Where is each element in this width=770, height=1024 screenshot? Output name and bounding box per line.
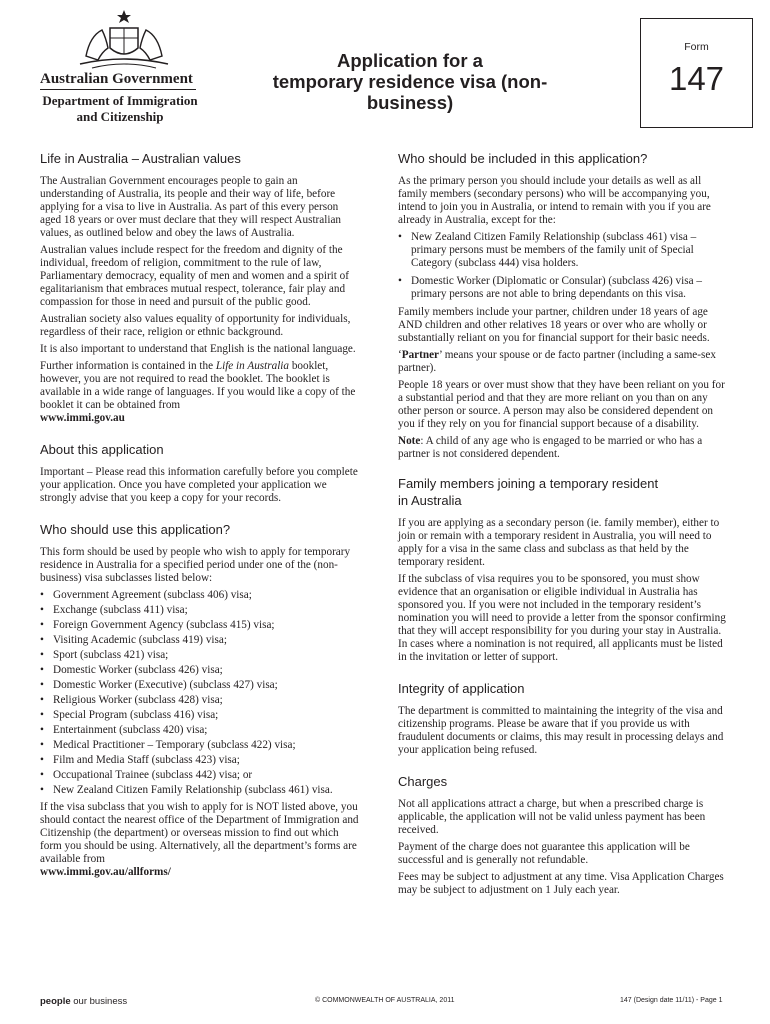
list-item: • Foreign Government Agency (subclass 415) visa; xyxy=(40,619,362,632)
partner-text: ’ means your spouse or de facto partner (including a same-sex partner). xyxy=(398,349,716,374)
list-item: • Religious Worker (subclass 428) visa; xyxy=(40,694,362,707)
list-item: • Film and Media Staff (subclass 423) visa; xyxy=(40,754,362,767)
list-item: • Entertainment (subclass 420) visa; xyxy=(40,724,362,737)
list-item: • Medical Practitioner – Temporary (subclass 422) visa; xyxy=(40,739,362,752)
footer-slogan xyxy=(40,996,127,1007)
integrity-heading: Integrity of application xyxy=(398,681,525,696)
partner-term: Partner xyxy=(401,349,440,361)
department-name xyxy=(40,93,200,125)
family-paragraph-2: If the subclass of visa requires you to be sponsored, you must show evidence that an organisation or eligible individual in Australia has sponsored you. If you were not included in the temporary resident’s nomination you will need to provide a letter from the sponsor confirming that they will accept responsibility for you during your stay in Australia. In cases where a nomination is not required, all applicants must be listed in the invitation or letter of support. xyxy=(398,573,726,663)
who-use-p2-text: If the visa subclass that you wish to apply for is NOT listed above, you should contact the nearest office of the Department of Immigration and Citizenship (the department) or overseas mission to find out which form you should be using. Alternatively, all the department’s forms are available from xyxy=(40,801,359,865)
right-column xyxy=(398,150,728,901)
values-p5-start: Further information is contained in the xyxy=(40,360,216,372)
charges-paragraph-1: Not all applications attract a charge, but when a prescribed charge is applicable, the application will not be valid unless payment has been received. xyxy=(398,798,706,836)
department-line-2: and Citizenship xyxy=(76,109,164,124)
footer-page-info: 147 (Design date 11/11) - Page 1 xyxy=(620,997,723,1004)
partner-definition xyxy=(398,349,728,375)
allforms-link[interactable]: www.immi.gov.au/allforms/ xyxy=(40,866,171,878)
footer-copyright: © COMMONWEALTH OF AUSTRALIA, 2011 xyxy=(315,997,455,1004)
included-paragraph-2: Family members include your partner, children under 18 years of age AND children and other relatives 18 years or over who are wholly or substantially reliant on you for financial support for their basic needs. xyxy=(398,306,710,344)
about-heading: About this application xyxy=(40,442,164,457)
left-column xyxy=(40,150,362,883)
note-label: Note xyxy=(398,435,421,447)
subclass-list xyxy=(40,589,362,797)
list-item: • Exchange (subclass 411) visa; xyxy=(40,604,362,617)
list-item: • Domestic Worker (subclass 426) visa; xyxy=(40,664,362,677)
booklet-title: Life in Australia xyxy=(215,360,290,372)
charges-heading: Charges xyxy=(398,774,448,789)
charges-paragraph-3: Fees may be subject to adjustment at any time. Visa Application Charges may be subject to adjustment on 1 July each year. xyxy=(398,871,724,896)
list-item: • New Zealand Citizen Family Relationship (subclass 461) visa. xyxy=(40,784,362,797)
included-heading: Who should be included in this application? xyxy=(398,151,648,166)
list-item: • New Zealand Citizen Family Relationship (subclass 461) visa – primary persons must be members of the family unit of Special Category (subclass 444) visa holders. xyxy=(398,231,728,270)
list-item: • Occupational Trainee (subclass 442) visa; or xyxy=(40,769,362,782)
note-text: : A child of any age who is engaged to be married or who has a partner is not considered dependent. xyxy=(398,435,703,460)
who-use-paragraph-1: This form should be used by people who wish to apply for temporary residence in Australia for a specified period under one of the (non-business) visa subclasses listed below: xyxy=(40,546,351,584)
exception-list xyxy=(398,231,728,301)
included-paragraph-1: As the primary person you should include your details as well as all family members (secondary persons) who will be accompanying you, intend to join you in Australia, or intend to remain with you if you are already in Australia, except for the: xyxy=(398,175,711,226)
values-paragraph-3: Australian society also values equality of opportunity for individuals, regardless of their race, religion or ethnic background. xyxy=(40,313,351,338)
title-line-1: Application for a xyxy=(337,50,483,71)
department-line-1: Department of Immigration xyxy=(42,93,198,108)
coat-of-arms-icon xyxy=(72,8,176,70)
values-paragraph-1: The Australian Government encourages people to gain an understanding of Australia, its people and their way of life, before applying for a visa to live in Australia. As part of this every person aged 18 years or over must declare that they will respect Australian values, as outlined below and obey the laws of Australia. xyxy=(40,175,342,239)
form-label: Form xyxy=(684,41,709,53)
who-use-heading: Who should use this application? xyxy=(40,522,231,537)
header-divider xyxy=(40,89,196,90)
family-heading-line-2: in Australia xyxy=(398,493,462,508)
page-title xyxy=(230,50,590,113)
slogan-bold: people xyxy=(40,996,71,1007)
values-paragraph-2: Australian values include respect for the freedom and dignity of the individual, freedom of religion, commitment to the rule of law, Parliamentary democracy, equality of men and women and a spirit of egalitarianism that embraces mutual respect, tolerance, fair play and compassion for those in need and pursuit of the public good. xyxy=(40,244,349,308)
values-p5-end: booklet, however, you are not required to read the booklet. The booklet is available in a wide range of languages. If you would like a copy of the booklet it can be obtained from xyxy=(40,360,356,411)
list-item: • Domestic Worker (Diplomatic or Consular) (subclass 426) visa – primary persons are not able to bring dependants on this visa. xyxy=(398,275,728,301)
form-number: 147 xyxy=(668,60,725,97)
family-heading xyxy=(398,475,728,509)
family-paragraph-1: If you are applying as a secondary person (ie. family member), either to join or remain with a temporary resident in Australia, you will need to apply for a visa in the same class and subclass as that held by the temporary resident. xyxy=(398,517,720,568)
list-item: • Visiting Academic (subclass 419) visa; xyxy=(40,634,362,647)
values-paragraph-4: It is also important to understand that English is the national language. xyxy=(40,343,356,355)
integrity-paragraph: The department is committed to maintaining the integrity of the visa and citizenship programs. Please be aware that if you provide us with fraudulent documents or claims, this may result in processing delays and your application being refused. xyxy=(398,705,724,756)
about-paragraph: Important – Please read this information carefully before you complete your application. Once you have completed your application we strongly advise that you keep a copy for your records. xyxy=(40,466,358,504)
values-heading: Life in Australia – Australian values xyxy=(40,151,241,166)
family-heading-line-1: Family members joining a temporary resident xyxy=(398,476,659,491)
who-use-paragraph-2 xyxy=(40,801,362,879)
list-item: • Government Agreement (subclass 406) visa; xyxy=(40,589,362,602)
values-paragraph-5 xyxy=(40,360,362,425)
list-item: • Domestic Worker (Executive) (subclass 427) visa; xyxy=(40,679,362,692)
charges-paragraph-2: Payment of the charge does not guarantee this application will be successful and is generally not refundable. xyxy=(398,841,690,866)
slogan-rest: our business xyxy=(70,996,128,1007)
included-paragraph-4: People 18 years or over must show that they have been reliant on you for a substantial period and that they are more reliant on you than on any other person or source. A person may also be considered dependent on you if they rely on you for financial support because of a disability. xyxy=(398,379,725,430)
immi-website-link[interactable]: www.immi.gov.au xyxy=(40,412,125,424)
title-line-2: temporary residence visa (non-business) xyxy=(272,71,548,113)
list-item: • Sport (subclass 421) visa; xyxy=(40,649,362,662)
partner-quote-open: ‘ xyxy=(398,349,402,361)
form-number-box xyxy=(640,18,753,128)
government-name: Australian Government xyxy=(40,71,193,87)
note-paragraph xyxy=(398,435,728,461)
list-item: • Special Program (subclass 416) visa; xyxy=(40,709,362,722)
